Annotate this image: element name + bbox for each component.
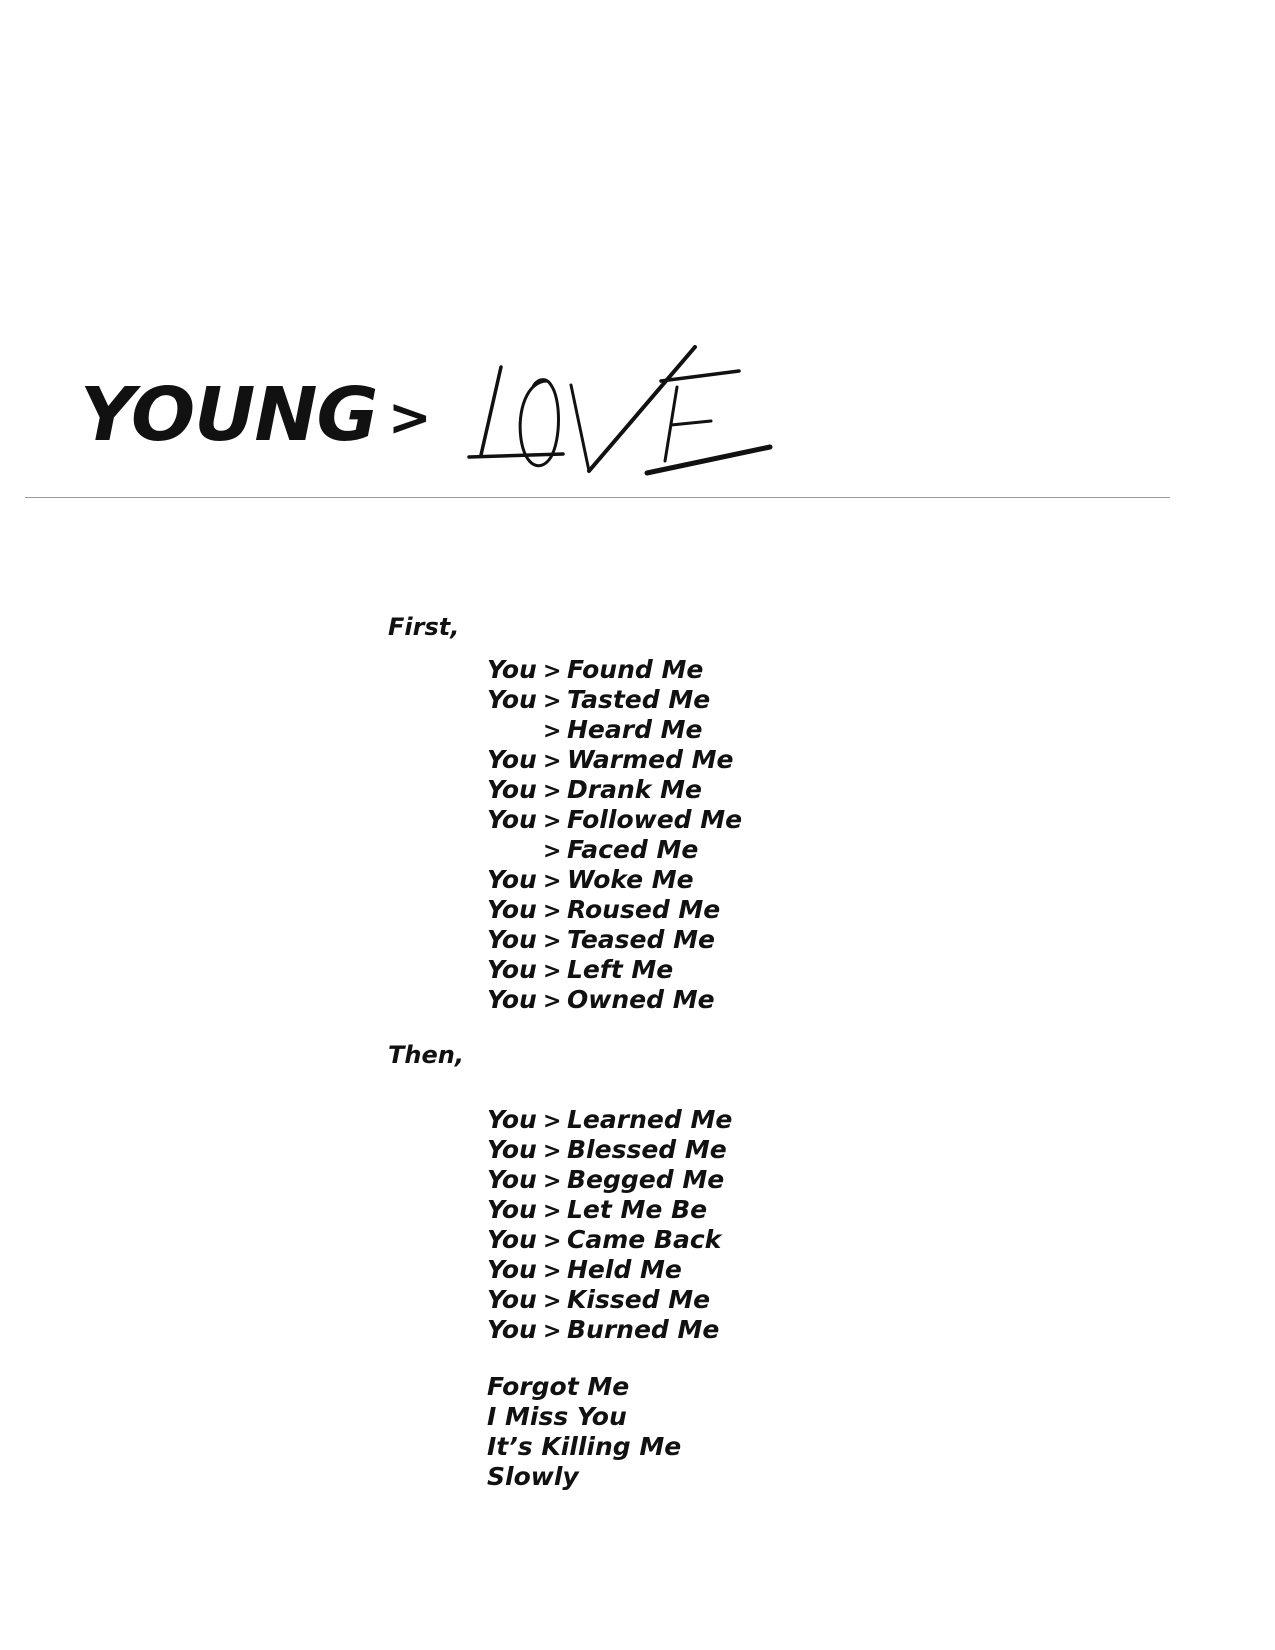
then-list (487, 1105, 732, 1345)
line-subject: You (487, 895, 537, 924)
line-subject: You (487, 1195, 537, 1224)
line-arrow: > (543, 809, 562, 834)
line-subject: You (487, 865, 537, 894)
line-subject: You (487, 985, 537, 1014)
list-item (487, 1255, 732, 1285)
line-text: Drank Me (567, 775, 702, 804)
title-separator: > (388, 388, 432, 448)
list-item (487, 1165, 732, 1195)
line-arrow: > (543, 839, 562, 864)
list-item (487, 895, 742, 925)
line-text: Tasted Me (567, 685, 711, 714)
line-arrow: > (543, 719, 562, 744)
line-subject: You (487, 805, 537, 834)
line-text: Roused Me (567, 895, 721, 924)
line-subject: You (487, 925, 537, 954)
line-subject: You (487, 745, 537, 774)
line-subject: You (487, 1105, 537, 1134)
line-text: Heard Me (567, 715, 703, 744)
list-item (487, 865, 742, 895)
line-arrow: > (543, 869, 562, 894)
line-text: Begged Me (567, 1165, 725, 1194)
line-arrow: > (543, 779, 562, 804)
closing-list (487, 1372, 681, 1492)
line-arrow: > (543, 1289, 562, 1314)
line-arrow: > (543, 1109, 562, 1134)
line-arrow: > (543, 899, 562, 924)
line-arrow: > (543, 1319, 562, 1344)
list-item (487, 655, 742, 685)
line-text: Left Me (567, 955, 674, 984)
line-subject: You (487, 1135, 537, 1164)
line-text: Came Back (567, 1225, 722, 1254)
line-text: Learned Me (567, 1105, 733, 1134)
section-label-first: First, (388, 613, 460, 641)
title-word: YOUNG (80, 372, 378, 458)
line-subject: You (487, 775, 537, 804)
line-arrow: > (543, 1229, 562, 1254)
line-arrow: > (543, 749, 562, 774)
list-item (487, 1315, 732, 1345)
line-text: Burned Me (567, 1315, 720, 1344)
list-item (487, 1225, 732, 1255)
line-text: Kissed Me (567, 1285, 711, 1314)
list-item (487, 1105, 732, 1135)
list-item (487, 955, 742, 985)
love-handwritten-logo (465, 345, 795, 485)
line-subject: You (487, 1165, 537, 1194)
line-text: Followed Me (567, 805, 743, 834)
line-arrow: > (543, 659, 562, 684)
line-text: Held Me (567, 1255, 682, 1284)
list-item (487, 775, 742, 805)
line-text: Woke Me (567, 865, 694, 894)
line-text: Faced Me (567, 835, 699, 864)
line-arrow: > (543, 1169, 562, 1194)
section-label-then: Then, (388, 1041, 464, 1069)
line-subject: You (487, 1315, 537, 1344)
list-item (487, 1195, 732, 1225)
line-arrow: > (543, 929, 562, 954)
list-item (487, 715, 742, 745)
line-arrow: > (543, 1259, 562, 1284)
list-item (487, 1285, 732, 1315)
list-item (487, 835, 742, 865)
list-item (487, 805, 742, 835)
list-item: I Miss You (487, 1402, 627, 1431)
list-item (487, 745, 742, 775)
line-arrow: > (543, 689, 562, 714)
line-subject: You (487, 955, 537, 984)
line-text: Owned Me (567, 985, 715, 1014)
list-item: Forgot Me (487, 1372, 630, 1401)
line-text: Warmed Me (567, 745, 734, 774)
list-item (487, 985, 742, 1015)
list-item: It’s Killing Me (487, 1432, 682, 1461)
line-subject: You (487, 1285, 537, 1314)
line-arrow: > (543, 959, 562, 984)
list-item (487, 1135, 732, 1165)
divider-line (25, 497, 1170, 498)
list-item (487, 685, 742, 715)
first-list (487, 655, 742, 1015)
line-subject: You (487, 685, 537, 714)
line-arrow: > (543, 1139, 562, 1164)
list-item (487, 925, 742, 955)
line-text: Let Me Be (567, 1195, 708, 1224)
line-subject: You (487, 655, 537, 684)
line-subject: You (487, 1255, 537, 1284)
line-arrow: > (543, 1199, 562, 1224)
line-text: Teased Me (567, 925, 715, 954)
line-text: Blessed Me (567, 1135, 727, 1164)
line-arrow: > (543, 989, 562, 1014)
list-item: Slowly (487, 1462, 579, 1491)
line-subject: You (487, 1225, 537, 1254)
line-text: Found Me (567, 655, 704, 684)
